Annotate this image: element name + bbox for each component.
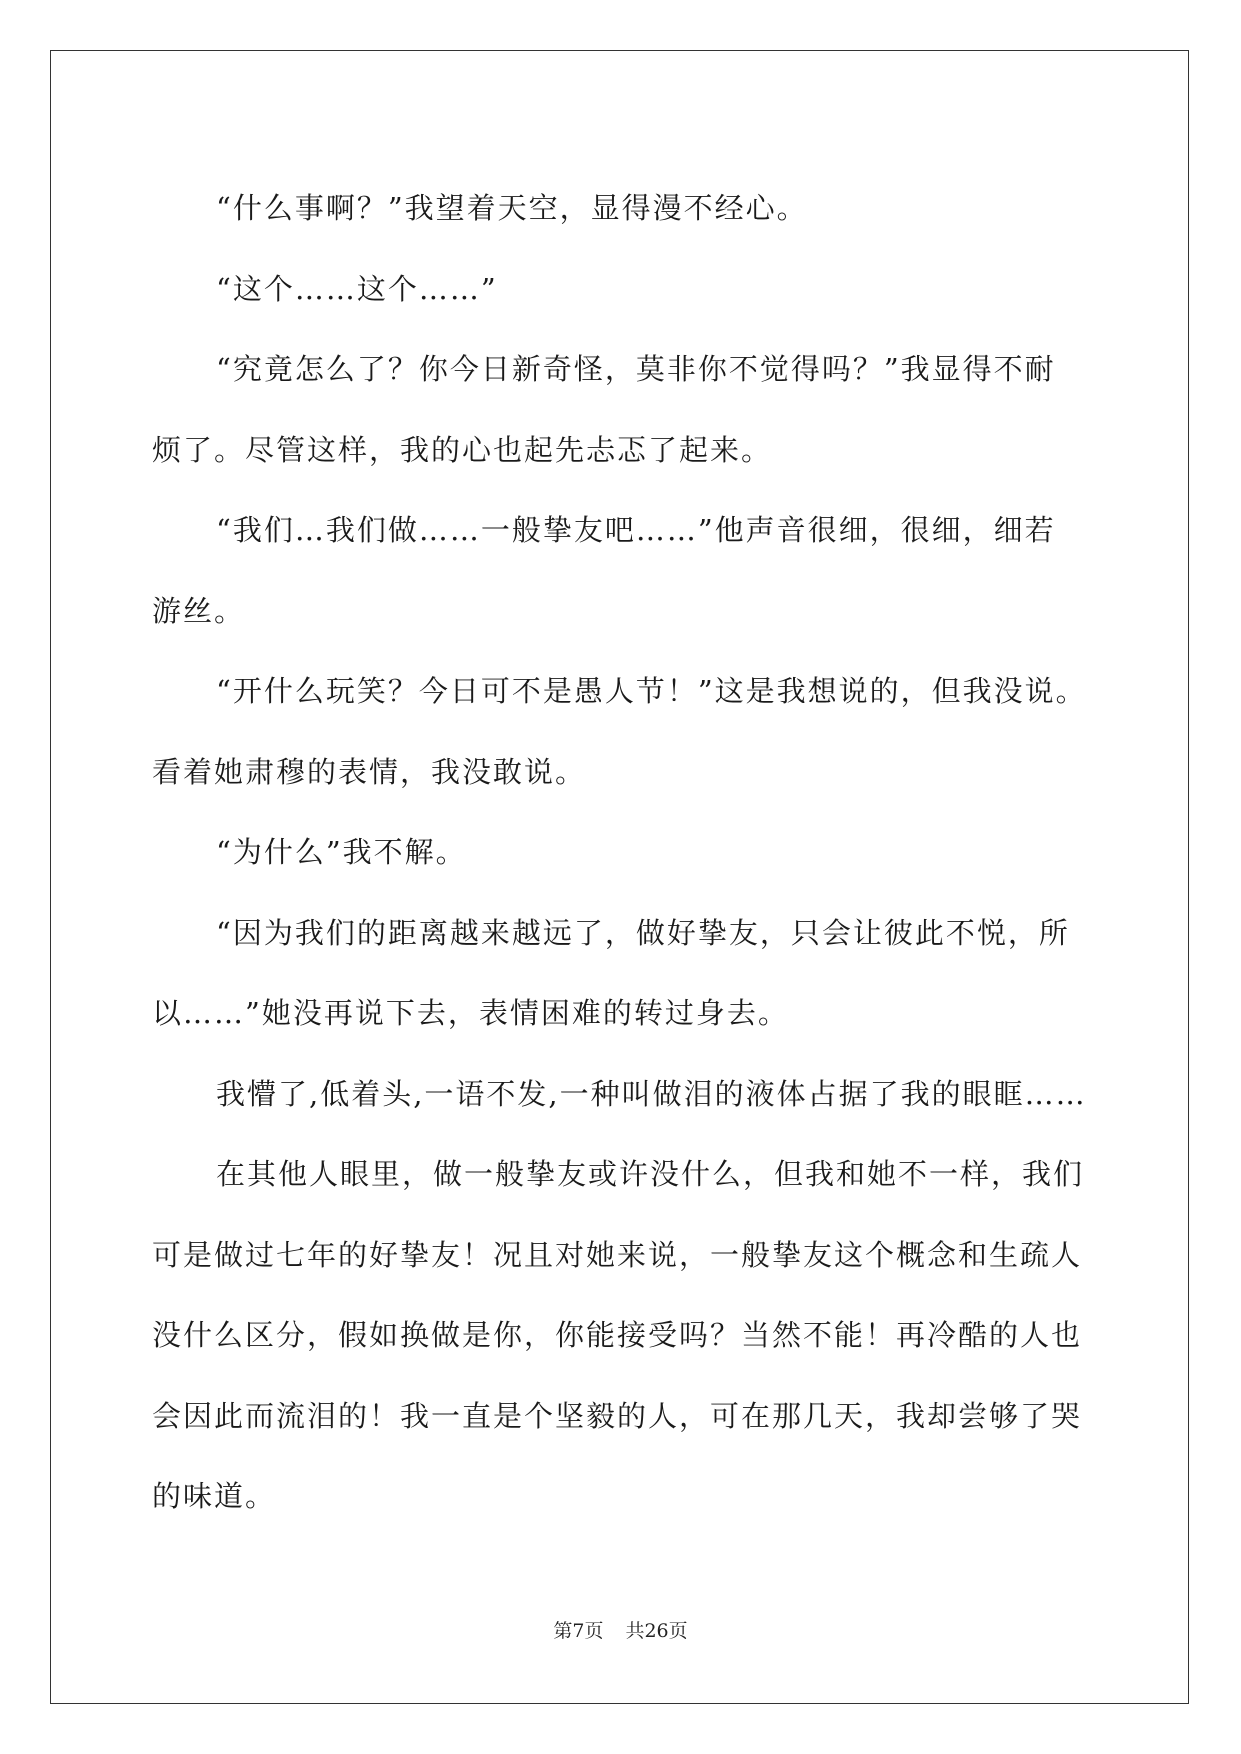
- paragraph-line: “为什么”我不解。: [216, 835, 467, 869]
- paragraph: [152, 168, 1082, 249]
- page-footer: [0, 1616, 1241, 1643]
- paragraph-line: “究竟怎么了？你今日新奇怪，莫非你不觉得吗？”我显得不耐: [216, 352, 1056, 386]
- paragraph: [152, 812, 1082, 893]
- paragraph-line: “因为我们的距离越来越远了，做好挚友，只会让彼此不悦，所: [216, 915, 1070, 950]
- paragraph-line: 的味道。: [152, 1479, 277, 1513]
- document-body: [152, 168, 1087, 1537]
- total-pages: 共26页: [625, 1620, 688, 1642]
- paragraph-line: 在其他人眼里，做一般挚友或许没什么，但我和她不一样，我们: [216, 1157, 1085, 1191]
- paragraph-line: 可是做过七年的好挚友！况且对她来说，一般挚友这个概念和生疏人: [152, 1237, 1083, 1272]
- page-number: 第7页: [553, 1620, 604, 1642]
- paragraph: [152, 329, 1082, 490]
- paragraph-line: “开什么玩笑？今日可不是愚人节！”这是我想说的，但我没说。: [216, 674, 1087, 708]
- paragraph-line: 我懵了,低着头,一语不发,一种叫做泪的液体占据了我的眼眶……: [216, 1076, 1087, 1111]
- paragraph: [152, 249, 1082, 330]
- paragraph-line: “什么事啊？”我望着天空，显得漫不经心。: [216, 191, 808, 225]
- paragraph-line: 游丝。: [152, 593, 246, 628]
- paragraph: [152, 1134, 1085, 1537]
- paragraph: [152, 651, 1087, 812]
- paragraph-line: 没什么区分，假如换做是你，你能接受吗？当然不能！再冷酷的人也: [152, 1318, 1083, 1352]
- paragraph: [152, 893, 1082, 1054]
- paragraph-line: 会因此而流泪的！我一直是个坚毅的人，可在那几天，我却尝够了哭: [152, 1398, 1083, 1433]
- paragraph-line: “我们…我们做……一般挚友吧……”他声音很细，很细，细若: [216, 513, 1056, 547]
- paragraph-line: “这个……这个……”: [216, 271, 498, 306]
- paragraph-line: 看着她肃穆的表情，我没敢说。: [152, 754, 587, 789]
- paragraph: [152, 490, 1082, 651]
- paragraph: [152, 1054, 1087, 1135]
- paragraph-line: 烦了。尽管这样，我的心也起先忐忑了起来。: [152, 432, 773, 467]
- paragraph-line: 以……”她没再说下去，表情困难的转过身去。: [152, 996, 789, 1030]
